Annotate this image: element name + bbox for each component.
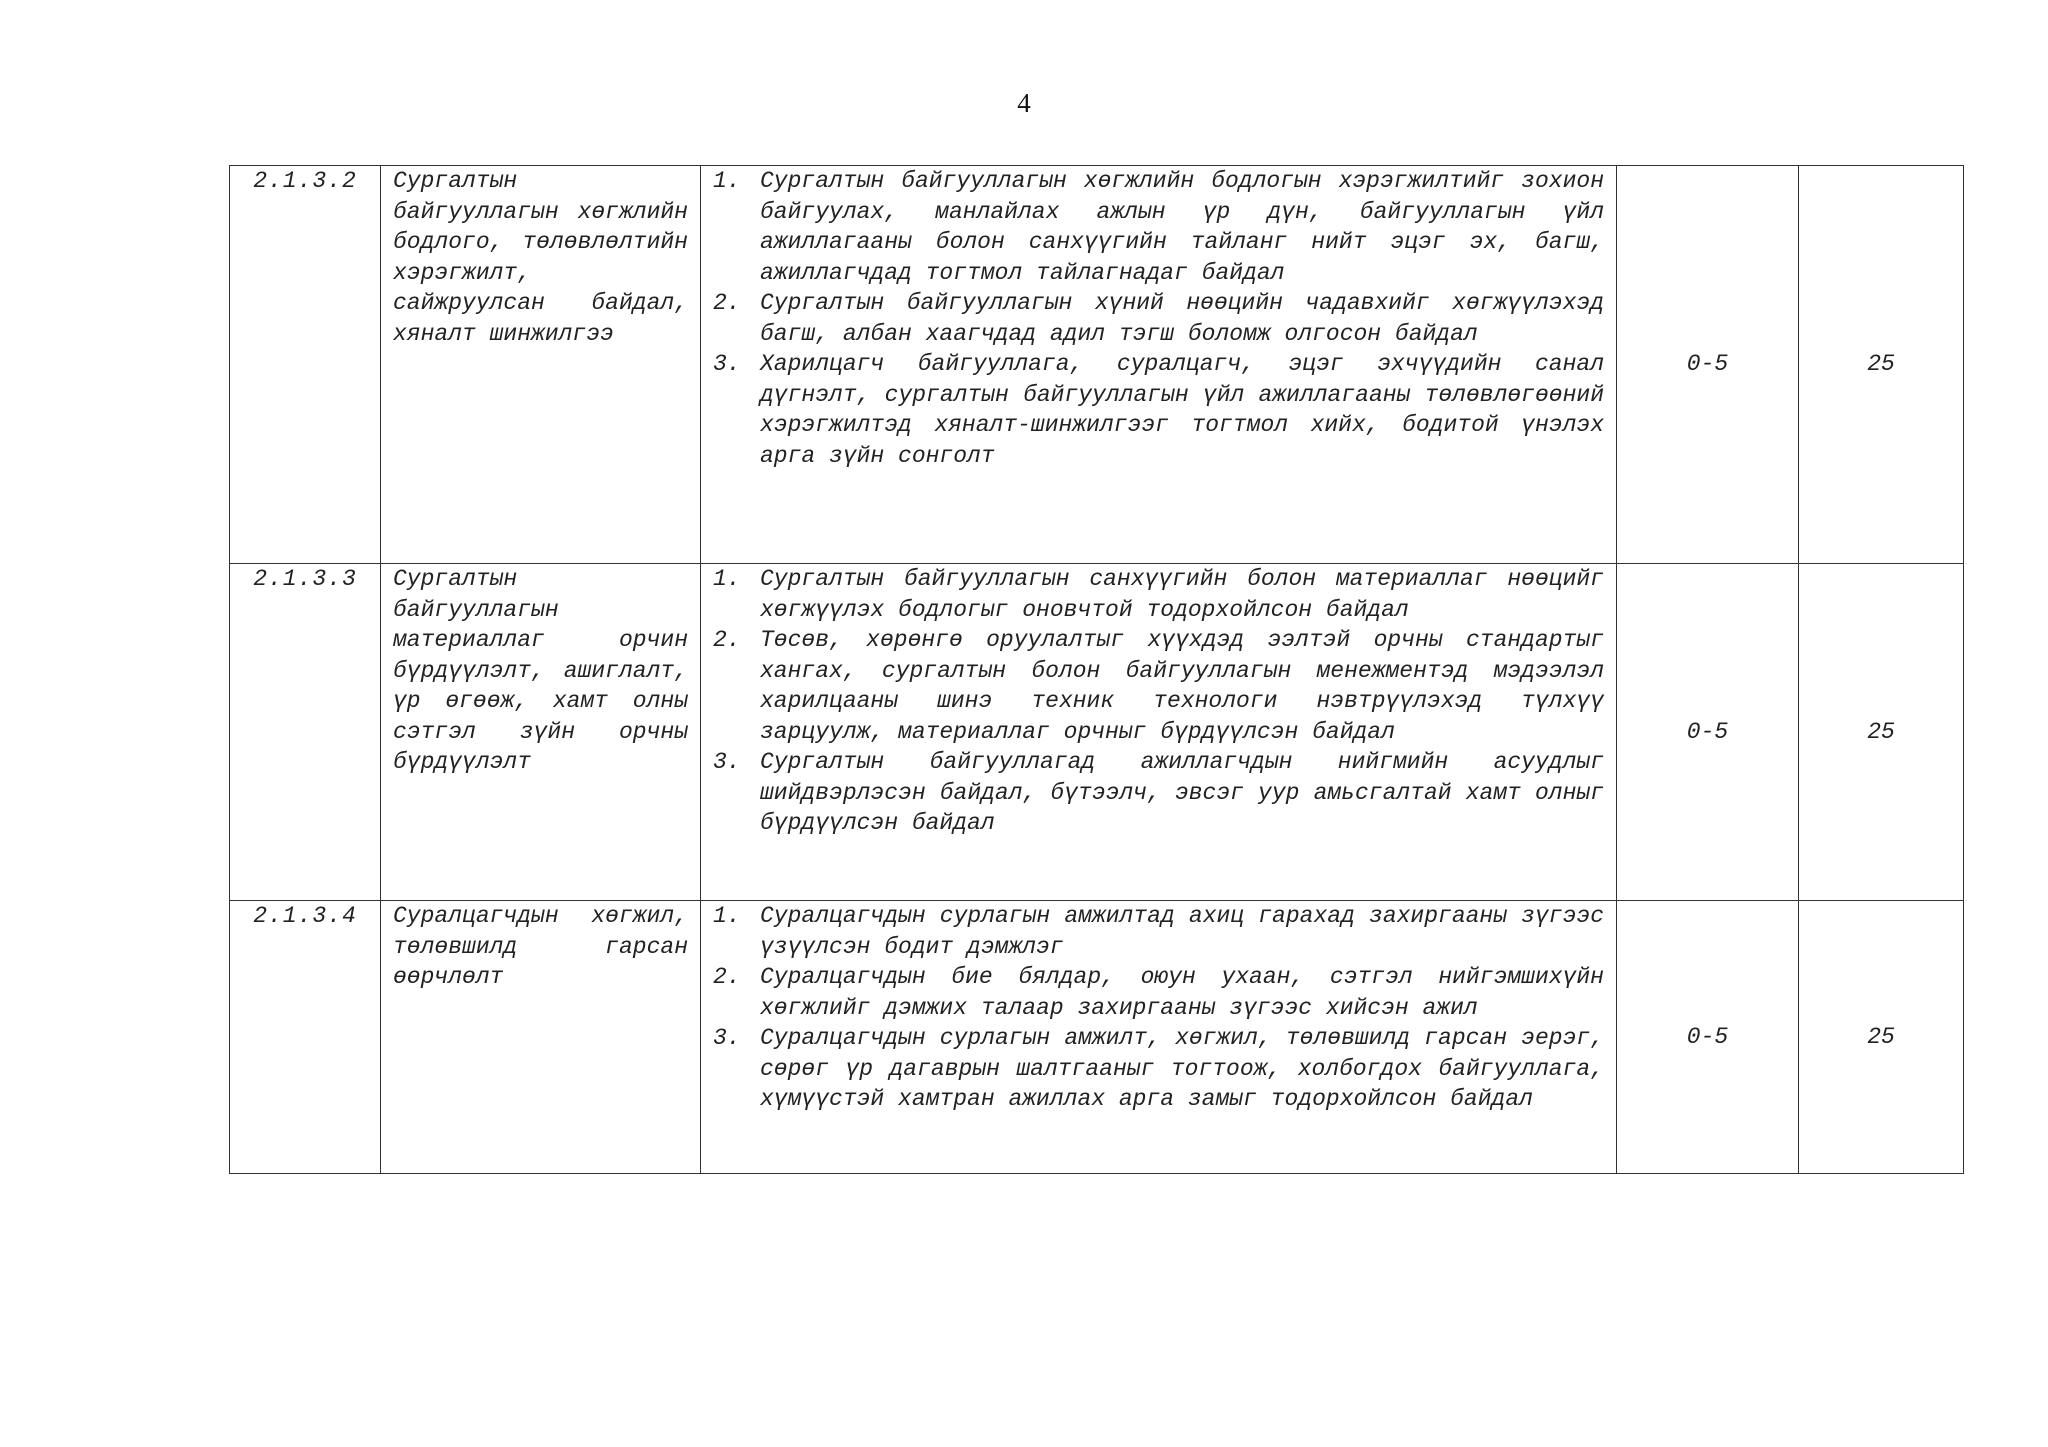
table-row: [230, 166, 1964, 564]
score-range: 0-5: [1617, 564, 1799, 901]
criterion-items: [701, 901, 1617, 1174]
list-item: [713, 564, 1604, 625]
score-range: 0-5: [1617, 901, 1799, 1174]
item-number: 2.: [713, 627, 741, 653]
criterion-items: [701, 564, 1617, 901]
list-item: [713, 349, 1604, 471]
criterion-code: 2.1.3.2: [230, 166, 381, 564]
list-item: [713, 625, 1604, 747]
item-number: 3.: [713, 749, 741, 775]
criterion-name: Суралцагчдын хөгжил, төлөвшилд гарсан өөрчлөлт: [381, 901, 701, 1174]
criterion-items: [701, 166, 1617, 564]
table-row: [230, 901, 1964, 1174]
item-text: Суралцагчдын сурлагын амжилтад ахиц гарахад захиргааны зүгээс үзүүлсэн бодит дэмжлэг: [760, 903, 1604, 960]
criterion-code: 2.1.3.3: [230, 564, 381, 901]
list-item: [713, 1023, 1604, 1115]
max-score: 25: [1799, 564, 1964, 901]
table-row: [230, 564, 1964, 901]
item-number: 1.: [713, 168, 741, 194]
score-range: 0-5: [1617, 166, 1799, 564]
list-item: [713, 747, 1604, 839]
item-number: 3.: [713, 351, 741, 377]
criterion-name: Сургалтын байгууллагын материаллаг орчин бүрдүүлэлт, ашиглалт, үр өгөөж, хамт олны сэтгэл зүйн орчны бүрдүүлэлт: [381, 564, 701, 901]
item-text: Сургалтын байгууллагын хүний нөөцийн чадавхийг хөгжүүлэхэд багш, албан хаагчдад адил тэгш боломж олгосон байдал: [760, 290, 1604, 347]
item-text: Суралцагчдын бие бялдар, оюун ухаан, сэтгэл нийгэмшихүйн хөгжлийг дэмжих талаар захиргааны зүгээс хийсэн ажил: [760, 964, 1604, 1021]
item-text: Сургалтын байгууллагад ажиллагчдын нийгмийн асуудлыг шийдвэрлэсэн байдал, бүтээлч, эвсэг уур амьсгалтай хамт олныг бүрдүүлсэн байдал: [760, 749, 1604, 836]
item-text: Төсөв, хөрөнгө оруулалтыг хүүхдэд ээлтэй орчны стандартыг хангах, сургалтын болон байгууллагын менежментэд мэдээлэл харилцааны шинэ техник технологи нэвтрүүлэхэд түлхүү зарцуулж, материаллаг орчныг бүрдүүлсэн байдал: [760, 627, 1604, 745]
item-number: 3.: [713, 1025, 741, 1051]
item-text: Харилцагч байгууллага, суралцагч, эцэг эхчүүдийн санал дүгнэлт, сургалтын байгууллагын үйл ажиллагааны төлөвлөгөөний хэрэгжилтэд хяналт-шинжилгээг тогтмол хийх, бодитой үнэлэх арга зүйн сонголт: [760, 351, 1604, 469]
item-number: 2.: [713, 964, 741, 990]
list-item: [713, 962, 1604, 1023]
page-number: 4: [1017, 88, 1031, 118]
max-score: 25: [1799, 166, 1964, 564]
max-score: 25: [1799, 901, 1964, 1174]
criterion-code: 2.1.3.4: [230, 901, 381, 1174]
list-item: [713, 288, 1604, 349]
list-item: [713, 901, 1604, 962]
item-number: 2.: [713, 290, 741, 316]
item-text: Сургалтын байгууллагын санхүүгийн болон материаллаг нөөцийг хөгжүүлэх бодлогыг оновчтой тодорхойлсон байдал: [760, 566, 1604, 623]
list-item: [713, 166, 1604, 288]
item-text: Сургалтын байгууллагын хөгжлийн бодлогын хэрэгжилтийг зохион байгуулах, манлайлах ажлын үр дүн, байгууллагын үйл ажиллагааны болон санхүүгийн тайланг нийт эцэг эх, багш, ажиллагчдад тогтмол тайлагнадаг байдал: [760, 168, 1604, 286]
criteria-table: [229, 165, 1964, 1174]
criterion-name: Сургалтын байгууллагын хөгжлийн бодлого, төлөвлөлтийн хэрэгжилт, сайжруулсан байдал, хяналт шинжилгээ: [381, 166, 701, 564]
item-number: 1.: [713, 903, 741, 929]
item-text: Суралцагчдын сурлагын амжилт, хөгжил, төлөвшилд гарсан эерэг, сөрөг үр дагаврын шалтгааныг тогтоож, холбогдох байгууллага, хүмүүстэй хамтран ажиллах арга замыг тодорхойлсон байдал: [760, 1025, 1604, 1112]
item-number: 1.: [713, 566, 741, 592]
